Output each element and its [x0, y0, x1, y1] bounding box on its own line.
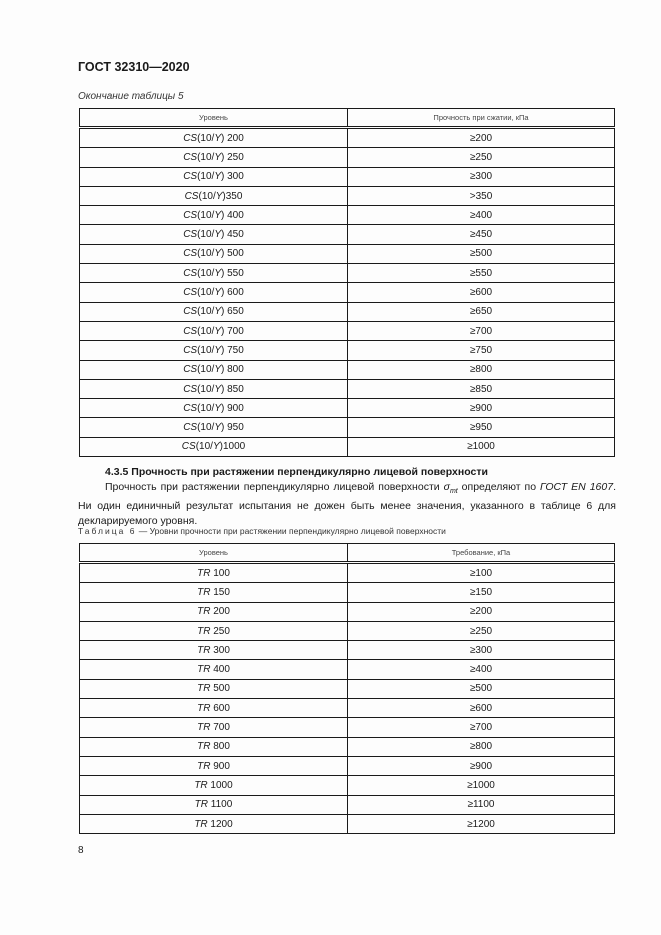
document-title: ГОСТ 32310—2020: [78, 60, 190, 74]
level-number: 150: [210, 586, 230, 598]
level-number: 1100: [208, 799, 233, 811]
level-mid: (10/: [197, 209, 215, 221]
level-y: Y: [214, 344, 221, 356]
section-heading: 4.3.5 Прочность при растяжении перпендикулярно лицевой поверхности: [105, 466, 488, 478]
table-row: [80, 679, 615, 698]
level-mid: (10/: [197, 422, 215, 434]
table-row: [80, 321, 615, 340]
table-row: [80, 602, 615, 621]
level-cell: [80, 795, 348, 814]
level-mid: (10/: [197, 132, 215, 144]
level-cell: [80, 718, 348, 737]
level-number: 1200: [207, 818, 233, 830]
table-header-row: [80, 109, 615, 128]
level-cell: [80, 602, 348, 621]
table-row: [80, 302, 615, 321]
table-row: [80, 418, 615, 437]
table-row: [80, 128, 615, 148]
level-cell: [80, 148, 348, 167]
value-cell: ≥550: [348, 264, 615, 283]
level-suffix: ) 800: [221, 364, 244, 376]
level-prefix: TR: [197, 702, 211, 714]
table-row: [80, 360, 615, 379]
level-y: Y: [214, 422, 221, 434]
level-prefix: TR: [197, 683, 211, 695]
level-mid: (10/: [197, 325, 215, 337]
level-cell: [80, 225, 348, 244]
level-cell: [80, 379, 348, 398]
value-cell: ≥700: [348, 321, 615, 340]
value-cell: ≥200: [348, 602, 615, 621]
table-6-label: Таблица 6: [78, 526, 137, 536]
level-prefix: CS: [183, 383, 198, 395]
table-row: [80, 186, 615, 205]
level-prefix: CS: [183, 325, 198, 337]
level-prefix: TR: [197, 664, 211, 676]
level-cell: [80, 321, 348, 340]
level-suffix: ) 650: [221, 306, 244, 318]
value-cell: ≥600: [348, 283, 615, 302]
level-suffix: )1000: [219, 441, 246, 453]
level-number: 600: [210, 702, 230, 714]
sigma-symbol: σ: [443, 481, 450, 493]
level-cell: [80, 583, 348, 602]
level-prefix: TR: [197, 567, 211, 579]
level-y: Y: [214, 132, 221, 144]
level-y: Y: [214, 402, 221, 414]
value-cell: ≥1200: [348, 814, 615, 833]
value-cell: ≥250: [348, 148, 615, 167]
paragraph-text: Прочность при растяжении перпендикулярно лицевой поверхности: [105, 481, 444, 493]
level-cell: [80, 399, 348, 418]
value-cell: ≥700: [348, 718, 615, 737]
value-cell: ≥800: [348, 360, 615, 379]
level-cell: [80, 302, 348, 321]
level-prefix: TR: [197, 722, 211, 734]
section-paragraph: [78, 480, 616, 529]
level-y: Y: [214, 171, 221, 183]
value-cell: ≥950: [348, 418, 615, 437]
level-cell: [80, 641, 348, 660]
level-number: 100: [210, 567, 230, 579]
level-prefix: TR: [197, 760, 211, 772]
level-y: Y: [214, 287, 221, 299]
level-cell: [80, 244, 348, 263]
level-suffix: ) 550: [221, 267, 244, 279]
level-suffix: ) 500: [221, 248, 244, 260]
table-row: [80, 148, 615, 167]
table-row: [80, 795, 615, 814]
table-row: [80, 699, 615, 718]
level-cell: [80, 737, 348, 756]
level-number: 500: [210, 683, 230, 695]
level-prefix: TR: [194, 799, 209, 811]
level-suffix: ) 600: [221, 287, 244, 299]
value-cell: ≥300: [348, 167, 615, 186]
level-y: Y: [212, 441, 220, 453]
level-cell: [80, 167, 348, 186]
level-prefix: CS: [183, 229, 198, 241]
table-row: [80, 225, 615, 244]
level-cell: [80, 814, 348, 833]
level-prefix: CS: [183, 209, 198, 221]
level-suffix: ) 950: [221, 422, 244, 434]
level-cell: [80, 679, 348, 698]
table-6-title: — Уровни прочности при растяжении перпендикулярно лицевой поверхности: [136, 526, 446, 536]
level-cell: [80, 563, 348, 583]
level-prefix: CS: [183, 132, 198, 144]
value-cell: ≥300: [348, 641, 615, 660]
level-prefix: CS: [183, 151, 198, 163]
value-cell: ≥900: [348, 399, 615, 418]
level-cell: [80, 283, 348, 302]
value-cell: ≥200: [348, 128, 615, 148]
value-cell: ≥500: [348, 244, 615, 263]
level-prefix: TR: [197, 644, 211, 656]
level-suffix: ) 200: [221, 132, 244, 144]
level-prefix: CS: [183, 402, 198, 414]
value-cell: ≥1100: [348, 795, 615, 814]
level-prefix: CS: [183, 422, 198, 434]
level-prefix: CS: [183, 171, 198, 183]
value-cell: ≥450: [348, 225, 615, 244]
table-row: [80, 718, 615, 737]
level-y: Y: [214, 325, 221, 337]
level-y: Y: [214, 209, 221, 221]
level-suffix: )350: [222, 190, 243, 202]
value-cell: ≥250: [348, 621, 615, 640]
level-y: Y: [214, 229, 221, 241]
level-suffix: ) 700: [221, 325, 244, 337]
level-prefix: TR: [197, 606, 211, 618]
table-row: [80, 756, 615, 775]
level-number: 800: [210, 741, 230, 753]
level-mid: (10/: [197, 229, 215, 241]
level-prefix: CS: [183, 344, 198, 356]
level-prefix: CS: [183, 287, 198, 299]
table-row: [80, 776, 615, 795]
table-row: [80, 660, 615, 679]
level-y: Y: [214, 248, 221, 260]
value-cell: ≥1000: [348, 776, 615, 795]
value-cell: ≥150: [348, 583, 615, 602]
value-cell: ≥600: [348, 699, 615, 718]
table-6-caption: [78, 526, 446, 536]
level-cell: [80, 341, 348, 360]
level-number: 900: [210, 760, 230, 772]
level-prefix: CS: [184, 190, 199, 202]
level-suffix: ) 400: [221, 209, 244, 221]
level-prefix: TR: [197, 625, 211, 637]
level-mid: (10/: [197, 171, 215, 183]
value-cell: ≥850: [348, 379, 615, 398]
column-header-level: Уровень: [80, 109, 348, 128]
level-y: Y: [214, 267, 221, 279]
table-row: [80, 206, 615, 225]
level-cell: [80, 776, 348, 795]
level-cell: [80, 660, 348, 679]
value-cell: >350: [348, 186, 615, 205]
table-row: [80, 563, 615, 583]
level-prefix: CS: [183, 248, 198, 260]
table-row: [80, 341, 615, 360]
table-row: [80, 621, 615, 640]
level-cell: [80, 756, 348, 775]
level-mid: (10/: [197, 383, 215, 395]
level-mid: (10/: [197, 151, 215, 163]
level-number: 300: [210, 644, 230, 656]
level-number: 250: [210, 625, 230, 637]
level-mid: (10/: [197, 248, 215, 260]
level-prefix: CS: [181, 441, 196, 453]
paragraph-text: . Ни один единичный результат испытания не дожен быть менее значения, указанного в таблице 6 для декларируемого уровня.: [78, 481, 616, 528]
table-row: [80, 399, 615, 418]
level-prefix: CS: [183, 306, 198, 318]
level-prefix: TR: [197, 586, 211, 598]
value-cell: ≥1000: [348, 437, 615, 456]
value-cell: ≥400: [348, 206, 615, 225]
table-row: [80, 283, 615, 302]
level-cell: [80, 186, 348, 205]
value-cell: ≥100: [348, 563, 615, 583]
table-header-row: [80, 544, 615, 563]
level-mid: (10/: [197, 306, 215, 318]
level-number: 700: [210, 722, 230, 734]
level-cell: [80, 264, 348, 283]
value-cell: ≥500: [348, 679, 615, 698]
level-suffix: ) 450: [221, 229, 244, 241]
level-y: Y: [214, 383, 221, 395]
level-number: 400: [210, 664, 230, 676]
level-mid: (10/: [197, 364, 215, 376]
level-number: 1000: [207, 779, 233, 791]
level-cell: [80, 128, 348, 148]
value-cell: ≥900: [348, 756, 615, 775]
column-header-compressive-strength: Прочность при сжатии, кПа: [348, 109, 615, 128]
level-mid: (10/: [197, 344, 215, 356]
column-header-level: Уровень: [80, 544, 348, 563]
level-y: Y: [215, 190, 223, 202]
table-row: [80, 437, 615, 456]
level-cell: [80, 418, 348, 437]
table-5-caption: Окончание таблицы 5: [78, 91, 184, 102]
value-cell: ≥400: [348, 660, 615, 679]
level-cell: [80, 621, 348, 640]
table-row: [80, 641, 615, 660]
level-suffix: ) 900: [221, 402, 244, 414]
level-suffix: ) 250: [221, 151, 244, 163]
table-row: [80, 737, 615, 756]
value-cell: ≥800: [348, 737, 615, 756]
level-suffix: ) 750: [221, 344, 244, 356]
table-row: [80, 244, 615, 263]
level-mid: (10/: [197, 267, 215, 279]
level-suffix: ) 300: [221, 171, 244, 183]
level-cell: [80, 206, 348, 225]
table-row: [80, 583, 615, 602]
level-mid: (10/: [198, 190, 216, 202]
level-prefix: CS: [183, 267, 198, 279]
sigma-subscript: mt: [449, 488, 458, 496]
level-cell: [80, 699, 348, 718]
level-y: Y: [214, 364, 221, 376]
paragraph-text: определяют по: [457, 481, 540, 493]
level-mid: (10/: [197, 402, 215, 414]
table-5: [79, 108, 615, 457]
table-row: [80, 379, 615, 398]
level-mid: (10/: [197, 287, 215, 299]
table-6: [79, 543, 615, 834]
level-y: Y: [214, 151, 221, 163]
level-prefix: TR: [197, 741, 211, 753]
table-row: [80, 167, 615, 186]
level-number: 200: [210, 606, 230, 618]
level-prefix: CS: [183, 364, 198, 376]
level-suffix: ) 850: [221, 383, 244, 395]
level-cell: [80, 437, 348, 456]
value-cell: ≥750: [348, 341, 615, 360]
table-row: [80, 264, 615, 283]
standard-reference: ГОСТ EN 1607: [540, 481, 614, 493]
level-cell: [80, 360, 348, 379]
value-cell: ≥650: [348, 302, 615, 321]
level-y: Y: [214, 306, 221, 318]
column-header-requirement: Требование, кПа: [348, 544, 615, 563]
table-row: [80, 814, 615, 833]
level-prefix: TR: [194, 818, 208, 830]
page-number: 8: [78, 845, 84, 856]
level-prefix: TR: [194, 779, 208, 791]
level-mid: (10/: [195, 441, 213, 453]
